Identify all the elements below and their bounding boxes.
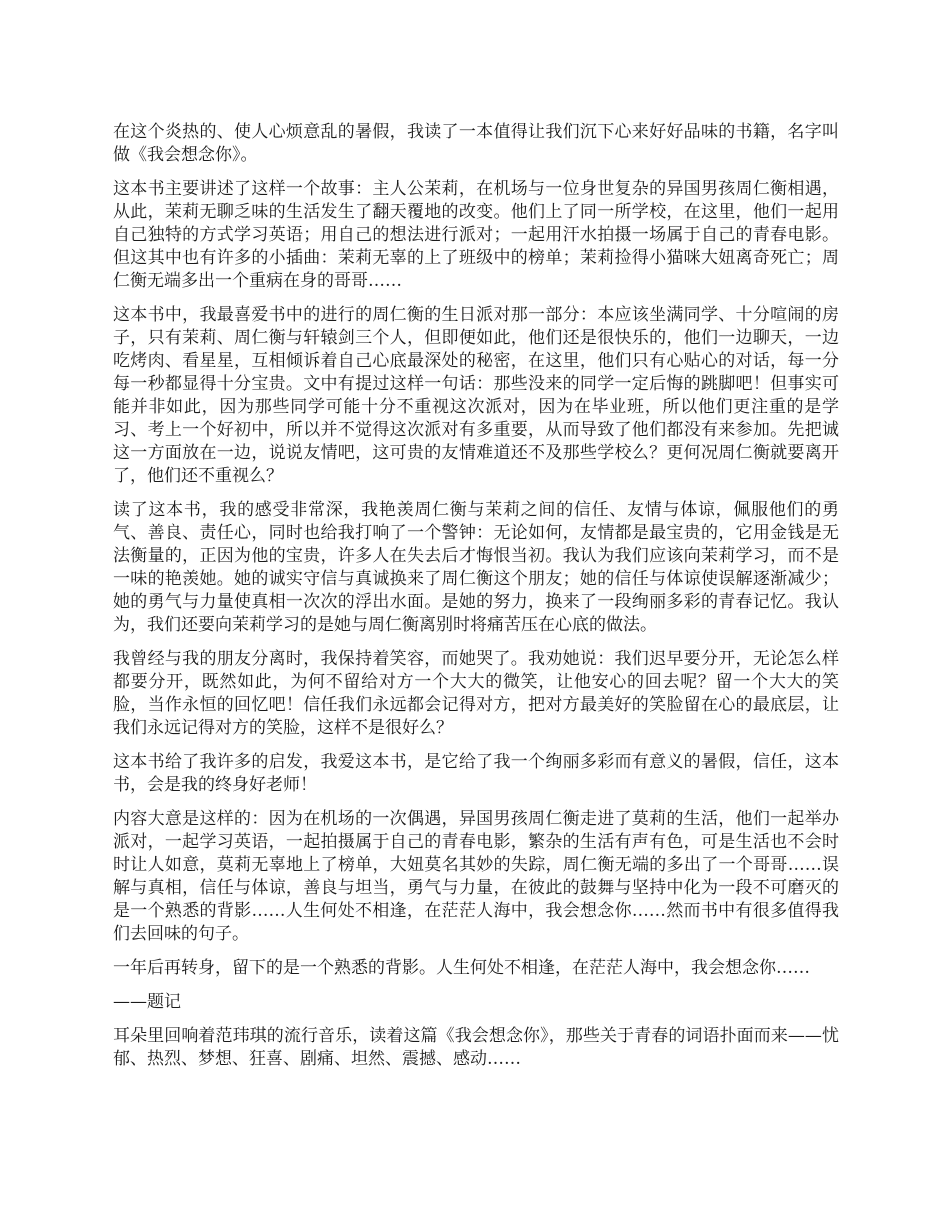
paragraph-birthday-party: 这本书中，我最喜爱书中的进行的周仁衡的生日派对那一部分：本应该坐满同学、十分喧闹的房子，只有茉莉、周仁衡与轩辕剑三个人，但即便如此，他们还是很快乐的，他们一边聊天，一边吃烤肉、看星星，互相倾诉着自己心底最深处的秘密，在这里，他们只有心贴心的对话，每一分每一秒都显得十分宝贵。文中有提过这样一句话：那些没来的同学一定后悔的跳脚吧！但事实可能并非如此，因为那些同学可能十分不重视这次派对，因为在毕业班，所以他们更注重的是学习、考上一个好初中，所以并不觉得这次派对有多重要，从而导致了他们都没有来参加。先把诚这一方面放在一边，说说友情吧，这可贵的友情难道还不及那些学校么？更何况周仁衡就要离开了，他们还不重视么？ [113,305,839,486]
paragraph-epigraph: 一年后再转身，留下的是一个熟悉的背影。人生何处不相逢，在茫茫人海中，我会想念你…… [113,958,810,978]
paragraph-reflection: 读了这本书，我的感受非常深，我艳羡周仁衡与茉莉之间的信任、友情与体谅，佩服他们的勇气、善良、责任心，同时也给我打响了一个警钟：无论如何，友情都是最宝贵的，它用金钱是无法衡量的，正因为他的宝贵，许多人在失去后才悔恨当初。我认为我们应该向茉莉学习，而不是一味的艳羡她。她的诚实守信与真诚换来了周仁衡这个朋友；她的信任与体谅使误解逐渐减少；她的勇气与力量使真相一次次的浮出水面。是她的努力，换来了一段绚丽多彩的青春记忆。我认为，我们还要向茉莉学习的是她与周仁衡离别时将痛苦压在心底的做法。 [113,500,839,635]
paragraph-music-opening: 耳朵里回响着范玮琪的流行音乐，读着这篇《我会想念你》，那些关于青春的词语扑面而来——忧郁、热烈、梦想、狂喜、剧痛、坦然、震撼、感动…… [113,1026,839,1069]
paragraph-story-summary: 这本书主要讲述了这样一个故事：主人公茉莉，在机场与一位身世复杂的异国男孩周仁衡相遇，从此，茉莉无聊乏味的生活发生了翻天覆地的改变。他们上了同一所学校，在这里，他们一起用自己独特的方式学习英语；用自己的想法进行派对；一起用汗水拍摄一场属于自己的青春电影。但这其中也有许多的小插曲：茉莉无辜的上了班级中的榜单；茉莉捡得小猫咪大妞离奇死亡；周仁衡无端多出一个重病在身的哥哥…… [113,179,839,291]
paragraph-personal-experience: 我曾经与我的朋友分离时，我保持着笑容，而她哭了。我劝她说：我们迟早要分开，无论怎么样都要分开，既然如此，为何不留给对方一个大大的微笑，让他安心的回去呢？留一个大大的笑脸，当作永恒的回忆吧！信任我们永远都会记得对方，把对方最美好的笑脸留在心的最底层，让我们永远记得对方的笑脸，这样不是很好么？ [113,649,839,738]
paragraph-content-overview: 内容大意是这样的：因为在机场的一次偶遇，异国男孩周仁衡走进了莫莉的生活，他们一起举办派对，一起学习英语，一起拍摄属于自己的青春电影，繁杂的生活有声有色，可是生活也不会时时让人如意，莫莉无辜地上了榜单，大妞莫名其妙的失踪，周仁衡无端的多出了一个哥哥……误解与真相，信任与体谅，善良与坦当，勇气与力量，在彼此的鼓舞与坚持中化为一段不可磨灭的是一个熟悉的背影……人生何处不相逢，在茫茫人海中，我会想念你……然而书中有很多值得我们去回味的句子。 [113,809,839,944]
paragraph-conclusion: 这本书给了我许多的启发，我爱这本书，是它给了我一个绚丽多彩而有意义的暑假，信任，这本书，会是我的终身好老师！ [113,752,839,795]
paragraph-intro: 在这个炎热的、使人心烦意乱的暑假，我读了一本值得让我们沉下心来好好品味的书籍，名字叫做《我会想念你》。 [113,122,839,165]
paragraph-epigraph-attribution: ——题记 [113,992,181,1012]
document-body [113,121,839,1082]
